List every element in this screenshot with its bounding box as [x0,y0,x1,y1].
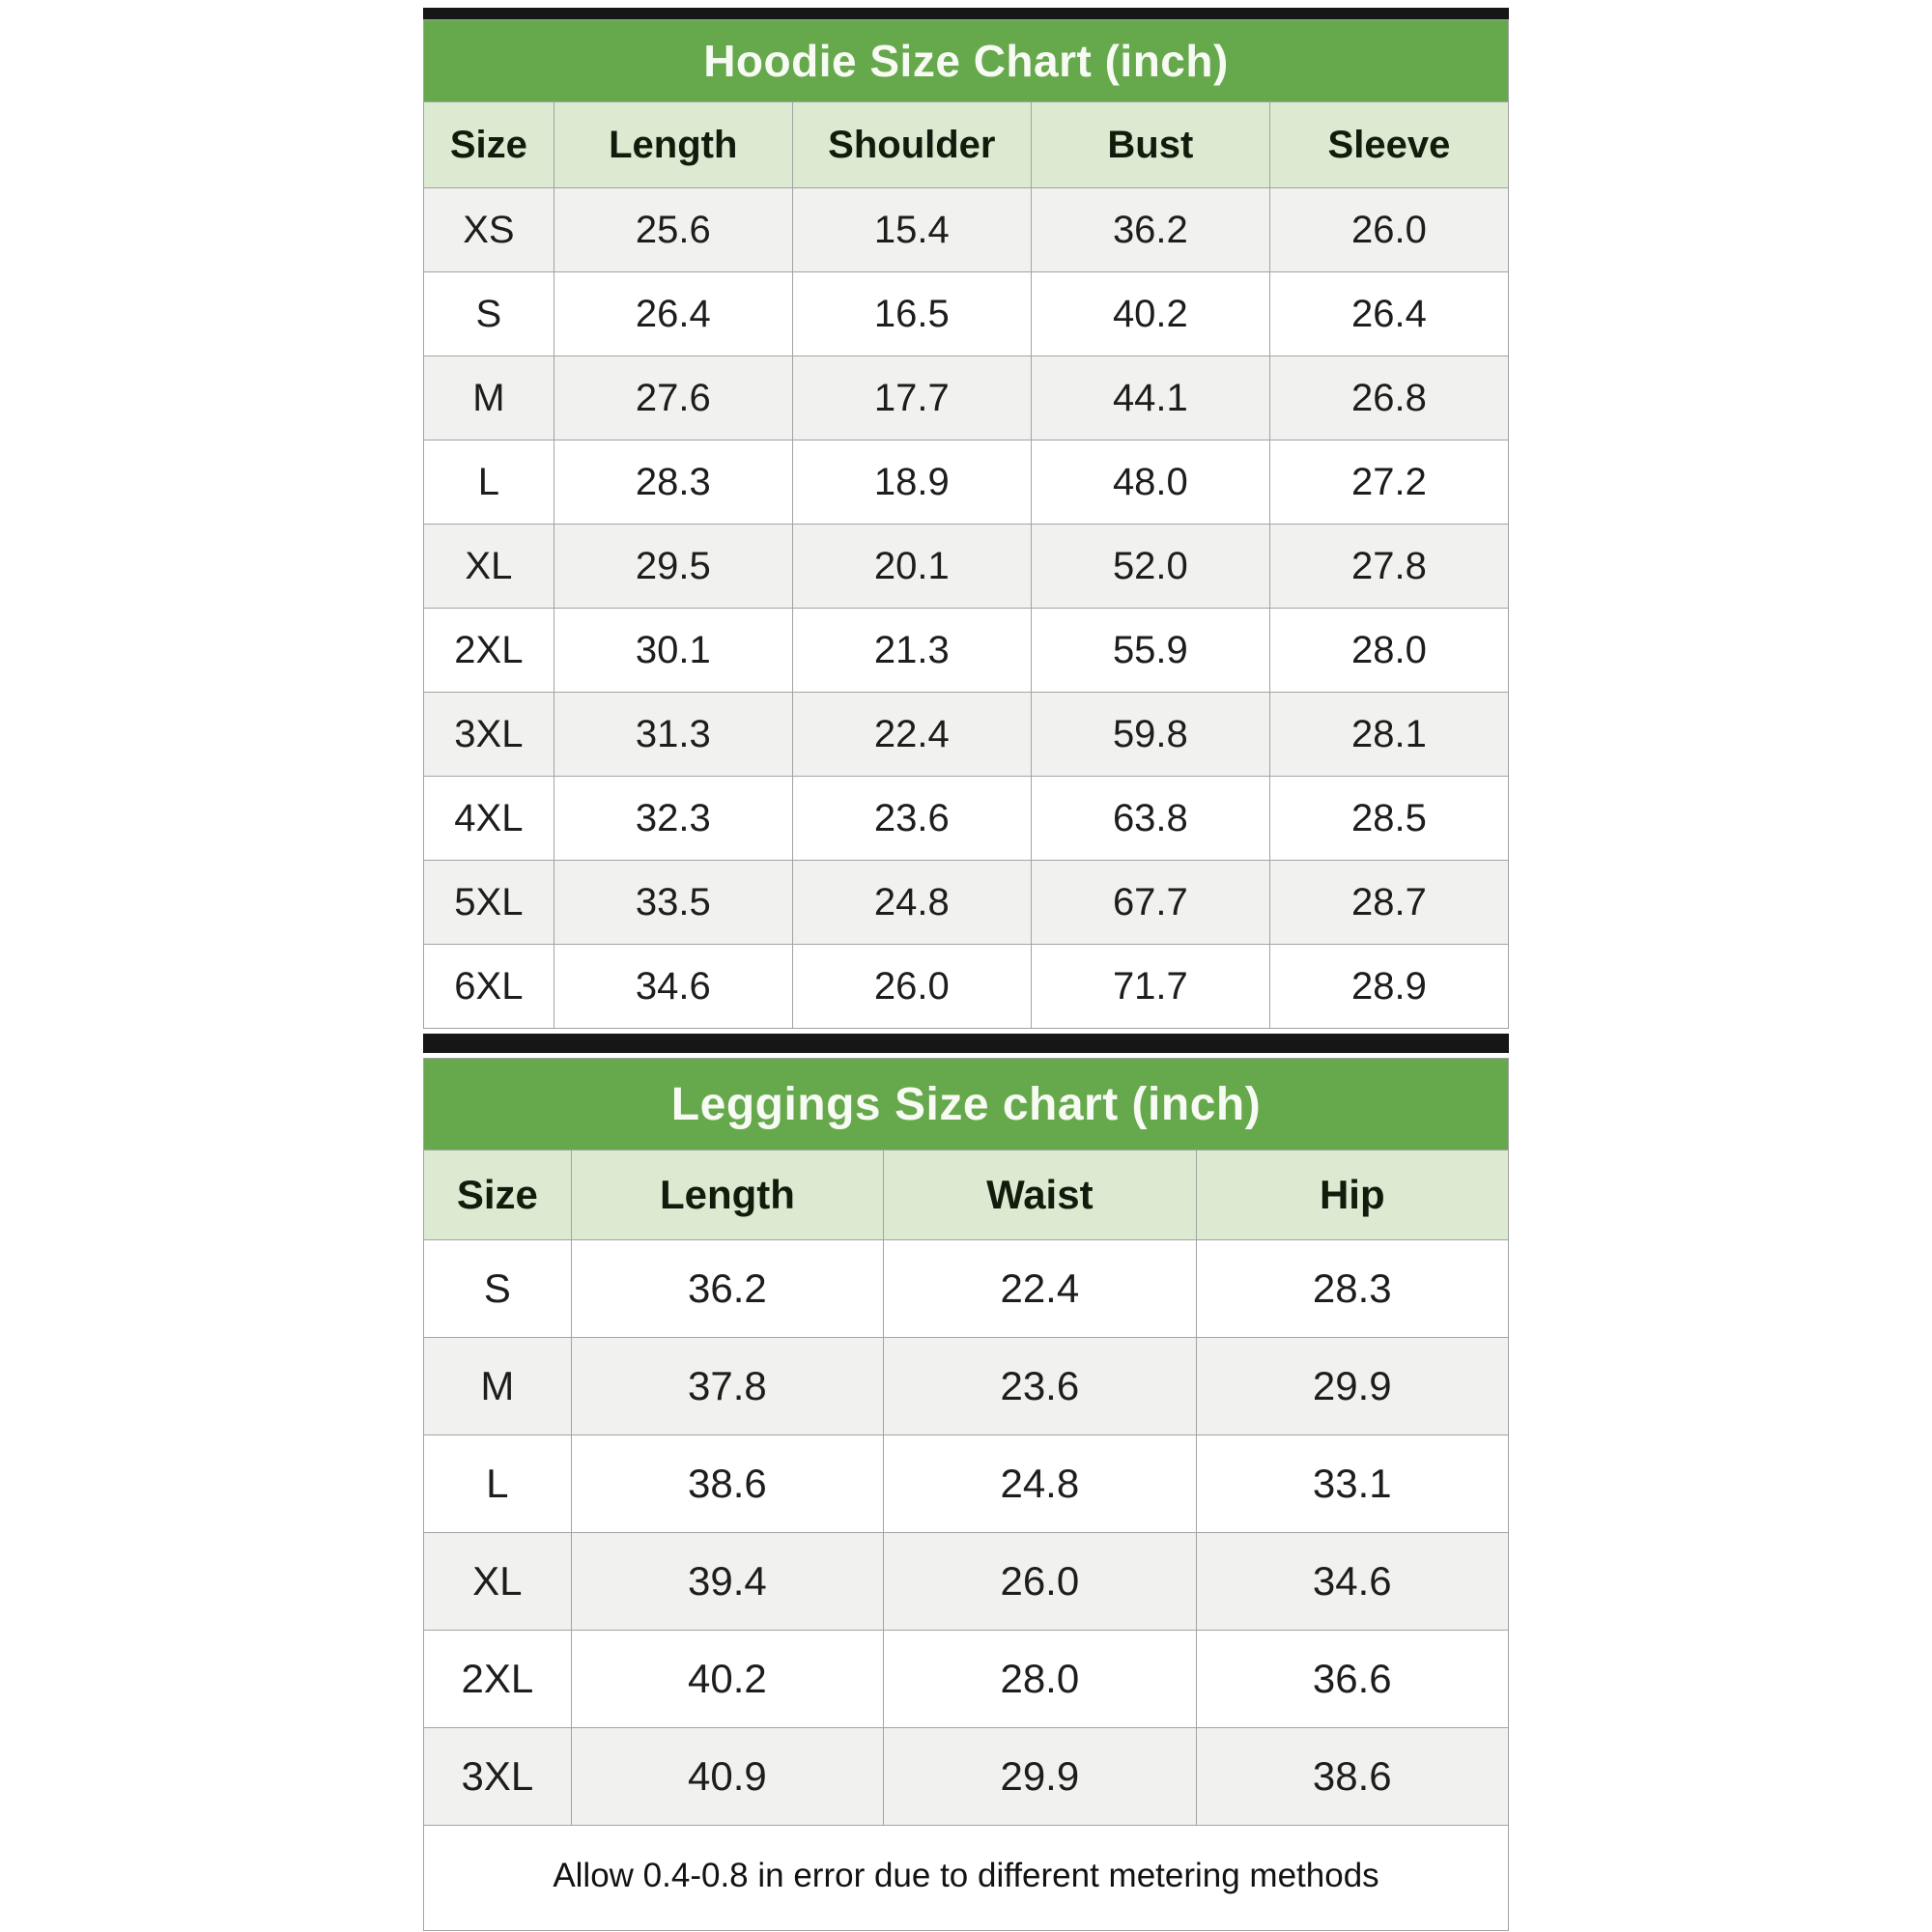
hoodie-table-title: Hoodie Size Chart (inch) [424,20,1509,102]
leggings-title-row [424,1059,1509,1151]
hoodie-cell-length: 32.3 [554,777,792,861]
leggings-cell-size: 3XL [424,1728,572,1826]
leggings-table-title: Leggings Size chart (inch) [424,1059,1509,1151]
hoodie-cell-bust: 63.8 [1031,777,1269,861]
leggings-cell-size: L [424,1435,572,1533]
hoodie-cell-length: 26.4 [554,272,792,356]
hoodie-cell-bust: 48.0 [1031,440,1269,525]
hoodie-cell-shoulder: 21.3 [792,609,1031,693]
hoodie-cell-sleeve: 26.0 [1269,188,1508,272]
hoodie-col-header-length: Length [554,102,792,188]
hoodie-cell-shoulder: 23.6 [792,777,1031,861]
leggings-cell-size: M [424,1338,572,1435]
hoodie-cell-bust: 59.8 [1031,693,1269,777]
hoodie-cell-sleeve: 26.8 [1269,356,1508,440]
leggings-cell-length: 37.8 [571,1338,883,1435]
leggings-col-header-hip: Hip [1196,1151,1508,1240]
hoodie-col-header-bust: Bust [1031,102,1269,188]
hoodie-cell-shoulder: 18.9 [792,440,1031,525]
hoodie-cell-length: 30.1 [554,609,792,693]
leggings-col-header-length: Length [571,1151,883,1240]
hoodie-cell-shoulder: 16.5 [792,272,1031,356]
hoodie-table-row [424,861,1509,945]
leggings-table-row [424,1533,1509,1631]
hoodie-table-row [424,525,1509,609]
leggings-size-table [423,1058,1509,1826]
hoodie-cell-shoulder: 24.8 [792,861,1031,945]
hoodie-cell-bust: 67.7 [1031,861,1269,945]
leggings-cell-hip: 34.6 [1196,1533,1508,1631]
leggings-table-row [424,1728,1509,1826]
hoodie-cell-sleeve: 28.1 [1269,693,1508,777]
hoodie-table-row [424,693,1509,777]
hoodie-cell-size: L [424,440,554,525]
hoodie-size-table [423,19,1509,1029]
leggings-cell-hip: 36.6 [1196,1631,1508,1728]
hoodie-cell-size: 4XL [424,777,554,861]
hoodie-cell-sleeve: 27.8 [1269,525,1508,609]
leggings-col-header-size: Size [424,1151,572,1240]
hoodie-cell-bust: 55.9 [1031,609,1269,693]
leggings-cell-hip: 33.1 [1196,1435,1508,1533]
hoodie-col-header-size: Size [424,102,554,188]
hoodie-table-row [424,777,1509,861]
hoodie-cell-sleeve: 27.2 [1269,440,1508,525]
leggings-cell-length: 39.4 [571,1533,883,1631]
leggings-cell-length: 40.9 [571,1728,883,1826]
hoodie-cell-shoulder: 17.7 [792,356,1031,440]
leggings-table-row [424,1240,1509,1338]
hoodie-cell-size: XS [424,188,554,272]
hoodie-cell-bust: 36.2 [1031,188,1269,272]
hoodie-cell-shoulder: 22.4 [792,693,1031,777]
hoodie-cell-size: M [424,356,554,440]
hoodie-cell-length: 25.6 [554,188,792,272]
hoodie-table-row [424,356,1509,440]
hoodie-cell-sleeve: 28.7 [1269,861,1508,945]
hoodie-cell-bust: 52.0 [1031,525,1269,609]
leggings-cell-hip: 28.3 [1196,1240,1508,1338]
hoodie-cell-size: 5XL [424,861,554,945]
leggings-cell-waist: 29.9 [884,1728,1196,1826]
hoodie-cell-length: 31.3 [554,693,792,777]
leggings-cell-waist: 22.4 [884,1240,1196,1338]
hoodie-cell-size: XL [424,525,554,609]
hoodie-cell-length: 33.5 [554,861,792,945]
leggings-cell-hip: 29.9 [1196,1338,1508,1435]
hoodie-col-header-sleeve: Sleeve [1269,102,1508,188]
hoodie-table-row [424,188,1509,272]
size-chart-sheet [423,0,1509,1931]
leggings-table-row [424,1631,1509,1728]
leggings-cell-length: 40.2 [571,1631,883,1728]
hoodie-cell-length: 27.6 [554,356,792,440]
hoodie-cell-length: 29.5 [554,525,792,609]
hoodie-cell-sleeve: 26.4 [1269,272,1508,356]
hoodie-table-row [424,945,1509,1029]
leggings-cell-length: 38.6 [571,1435,883,1533]
hoodie-cell-bust: 71.7 [1031,945,1269,1029]
leggings-cell-waist: 28.0 [884,1631,1196,1728]
hoodie-cell-size: 2XL [424,609,554,693]
hoodie-cell-size: 3XL [424,693,554,777]
hoodie-cell-bust: 40.2 [1031,272,1269,356]
leggings-table-row [424,1435,1509,1533]
leggings-cell-size: 2XL [424,1631,572,1728]
hoodie-cell-length: 34.6 [554,945,792,1029]
leggings-cell-size: S [424,1240,572,1338]
hoodie-cell-sleeve: 28.5 [1269,777,1508,861]
leggings-table-body [424,1240,1509,1826]
hoodie-cell-sleeve: 28.9 [1269,945,1508,1029]
hoodie-title-row [424,20,1509,102]
table-divider-bar [423,1034,1509,1053]
hoodie-col-header-shoulder: Shoulder [792,102,1031,188]
leggings-cell-waist: 26.0 [884,1533,1196,1631]
measurement-error-note: Allow 0.4-0.8 in error due to different metering methods [423,1826,1509,1931]
hoodie-cell-shoulder: 15.4 [792,188,1031,272]
hoodie-header-row [424,102,1509,188]
leggings-cell-waist: 24.8 [884,1435,1196,1533]
hoodie-cell-bust: 44.1 [1031,356,1269,440]
hoodie-cell-shoulder: 26.0 [792,945,1031,1029]
leggings-table-row [424,1338,1509,1435]
leggings-col-header-waist: Waist [884,1151,1196,1240]
leggings-cell-length: 36.2 [571,1240,883,1338]
hoodie-cell-size: S [424,272,554,356]
top-divider [423,8,1509,19]
hoodie-table-row [424,440,1509,525]
leggings-cell-waist: 23.6 [884,1338,1196,1435]
hoodie-cell-sleeve: 28.0 [1269,609,1508,693]
hoodie-table-row [424,609,1509,693]
hoodie-table-row [424,272,1509,356]
leggings-cell-hip: 38.6 [1196,1728,1508,1826]
hoodie-cell-size: 6XL [424,945,554,1029]
hoodie-table-body [424,188,1509,1029]
leggings-header-row [424,1151,1509,1240]
hoodie-cell-length: 28.3 [554,440,792,525]
hoodie-cell-shoulder: 20.1 [792,525,1031,609]
leggings-cell-size: XL [424,1533,572,1631]
